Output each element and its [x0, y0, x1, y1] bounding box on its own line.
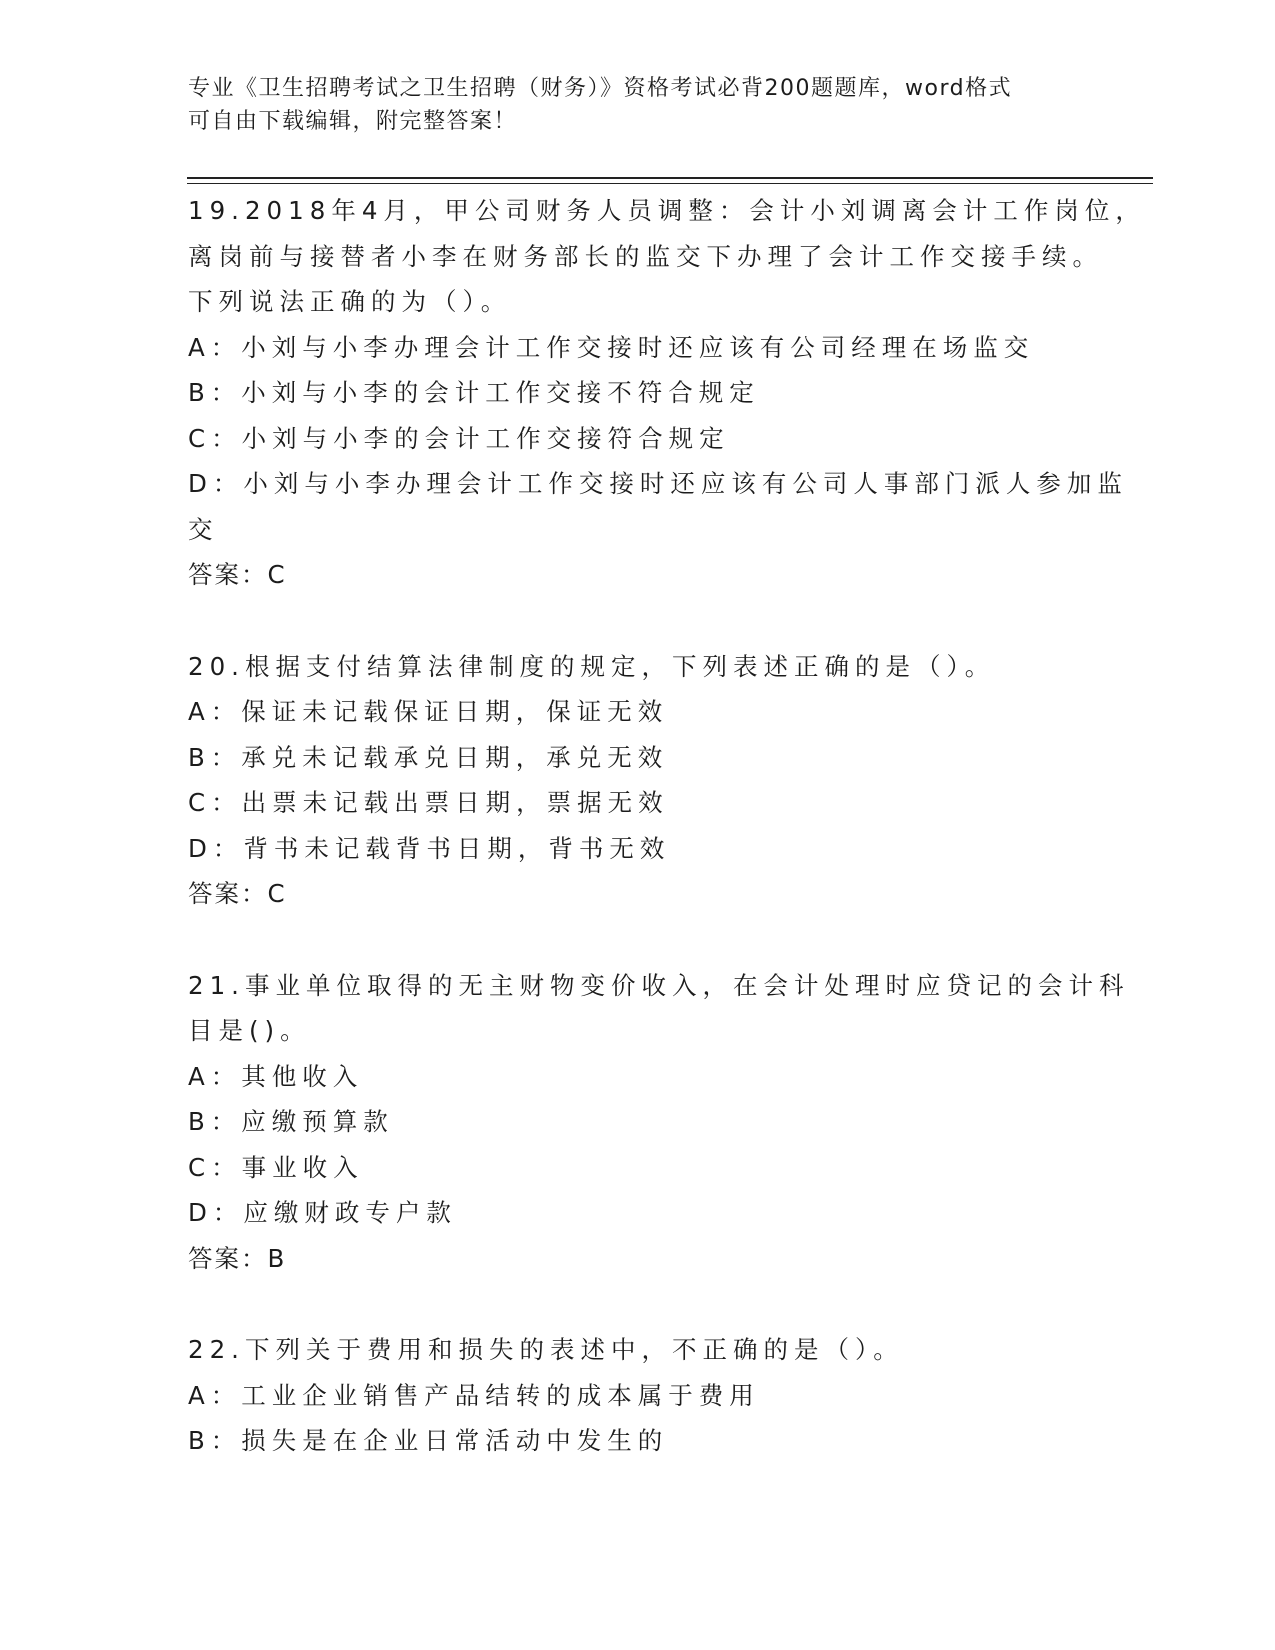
option-d-continued: 交: [188, 514, 219, 544]
option-b: B：损失是在企业日常活动中发生的: [188, 1426, 669, 1455]
option-d: D：小刘与小李办理会计工作交接时还应该有公司人事部门派人参加监: [188, 469, 1128, 498]
option-d: D：背书未记载背书日期，背书无效: [188, 833, 671, 863]
header-line-1: 专业《卫生招聘考试之卫生招聘（财务）》资格考试必背200题题库，word格式: [188, 76, 1013, 101]
question-list: [188, 188, 1146, 1510]
answer-label: 答案：C: [188, 560, 287, 589]
option-a: A：保证未记载保证日期，保证无效: [188, 697, 669, 726]
option-b: B：应缴预算款: [188, 1107, 394, 1136]
option-c: C：小刘与小李的会计工作交接符合规定: [188, 423, 730, 453]
option-a: A：工业企业销售产品结转的成本属于费用: [188, 1380, 760, 1410]
option-d: D：应缴财政专户款: [188, 1198, 457, 1227]
question-stem-line: 离岗前与接替者小李在财务部长的监交下办理了会计工作交接手续。: [188, 241, 1103, 271]
header-line-2: 可自由下载编辑，附完整答案！: [188, 109, 518, 134]
question-20: [188, 644, 1088, 917]
option-a: A：小刘与小李办理会计工作交接时还应该有公司经理在场监交: [188, 332, 1035, 362]
question-22: [188, 1327, 1088, 1464]
option-a: A：其他收入: [188, 1061, 364, 1091]
option-c: C：事业收入: [188, 1152, 364, 1182]
header-divider-thick: [187, 177, 1153, 179]
question-19: [188, 188, 1146, 598]
question-stem-line: 目是()。: [188, 1016, 311, 1045]
document-header: [188, 72, 1088, 138]
question-stem-line: 22.下列关于费用和损失的表述中，不正确的是（）。: [188, 1335, 904, 1364]
question-21: [188, 963, 1130, 1282]
header-divider-thin: [187, 183, 1153, 184]
option-c: C：出票未记载出票日期，票据无效: [188, 788, 669, 817]
option-b: B：承兑未记载承兑日期，承兑无效: [188, 742, 669, 772]
option-b: B：小刘与小李的会计工作交接不符合规定: [188, 378, 760, 407]
answer-label: 答案：B: [188, 1243, 287, 1273]
question-stem-line: 下列说法正确的为（）。: [188, 287, 512, 316]
question-stem-line: 21.事业单位取得的无主财物变价收入，在会计处理时应贷记的会计科: [188, 970, 1130, 1000]
answer-label: 答案：C: [188, 879, 287, 908]
question-stem-line: 19.2018年4月，甲公司财务人员调整：会计小刘调离会计工作岗位，: [188, 196, 1146, 225]
question-stem-line: 20.根据支付结算法律制度的规定，下列表述正确的是（）。: [188, 651, 996, 681]
